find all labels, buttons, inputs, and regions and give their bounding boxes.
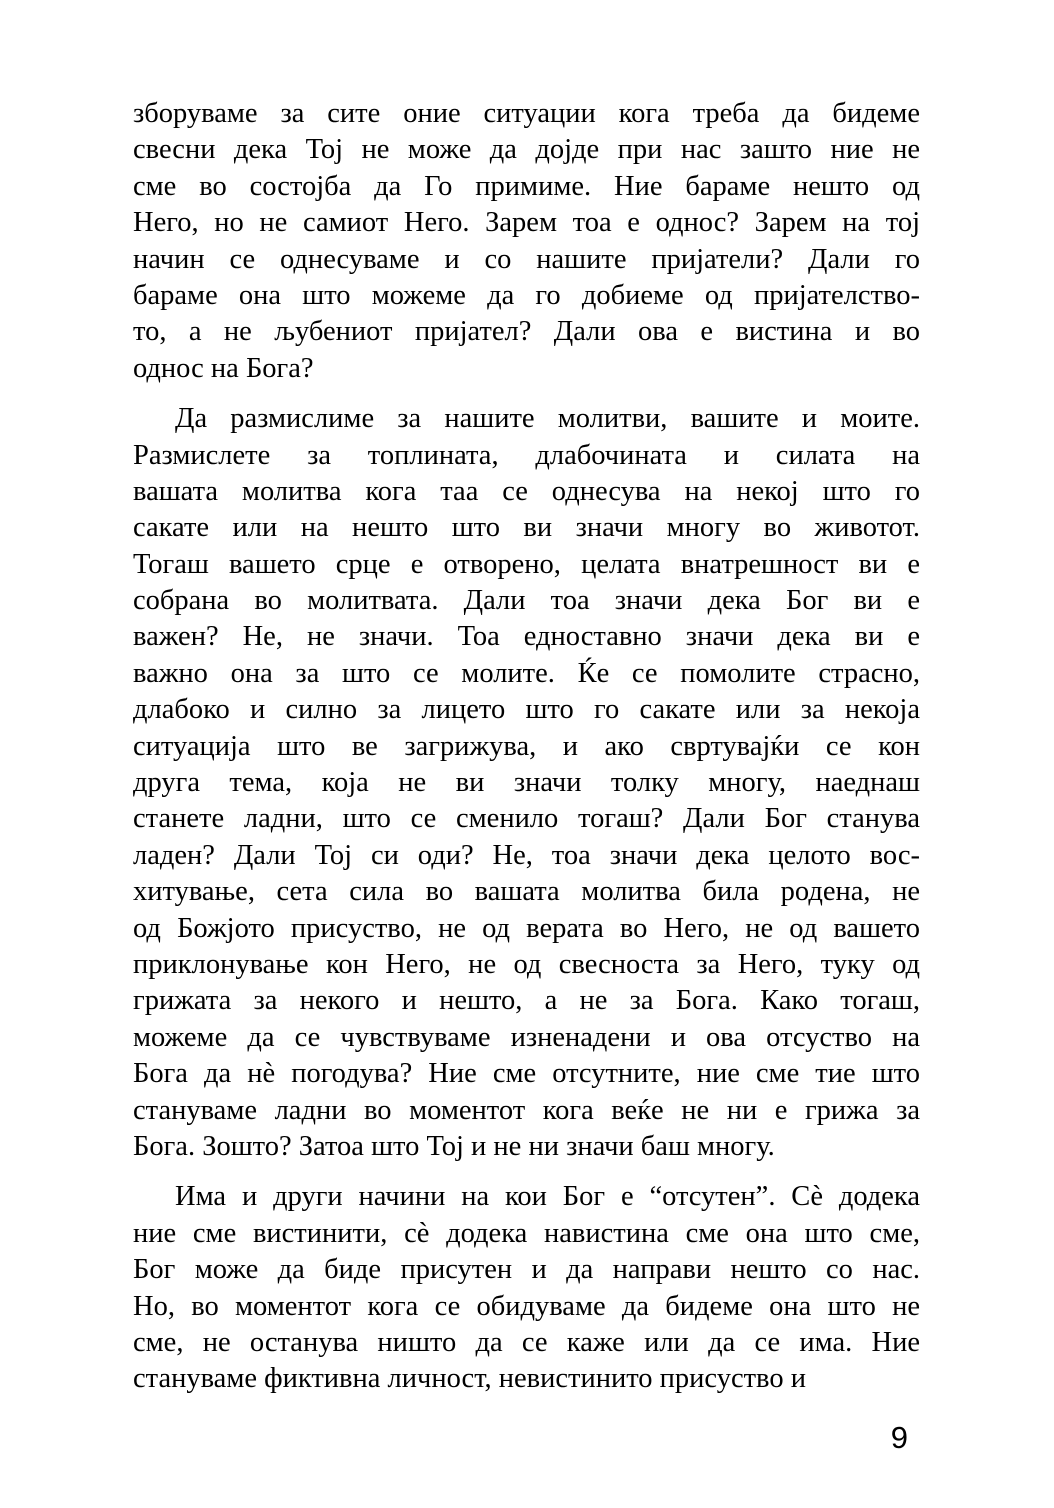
text-line: приклонување кон Него, не од свесноста за Него, туку од bbox=[133, 948, 920, 980]
paragraph bbox=[133, 401, 920, 1165]
text-line: свесни дека Тој не може да дојде при нас зашто ние не bbox=[133, 134, 920, 166]
text-line: начин се однесуваме и со нашите пријатели? Дали го bbox=[133, 243, 920, 275]
text-line: вашата молитва кога таа се однесува на некој што го bbox=[133, 475, 920, 507]
text-line: Тогаш вашето срце е отворено, целата внатрешност ви е bbox=[133, 548, 920, 580]
paragraph bbox=[133, 96, 920, 387]
text-line: можеме да се чувствуваме изненадени и ова отсуство на bbox=[133, 1021, 920, 1053]
text-line: бараме она што можеме да го добиеме од пријателство- bbox=[133, 279, 920, 311]
text-line: важен? Не, не значи. Тоа едноставно значи дека ви е bbox=[133, 621, 920, 653]
text-line: длабоко и силно за лицето што го сакате или за некоја bbox=[133, 694, 920, 726]
text-line: зборуваме за сите оние ситуации кога треба да бидеме bbox=[133, 98, 920, 129]
text-line: Има и други начини на кои Бог е “отсутен”. Сѐ додека bbox=[175, 1181, 920, 1213]
text-line: то, а не љубениот пријател? Дали ова е вистина и во bbox=[133, 316, 920, 348]
text-line: стануваме фиктивна личност, невистинито присуство и bbox=[133, 1363, 806, 1395]
text-line: ние сме вистинити, сѐ додека навистина сме она што сме, bbox=[133, 1217, 920, 1249]
text-line: Но, во моментот кога се обидуваме да бидеме она што не bbox=[133, 1290, 920, 1322]
text-line: однос на Бога? bbox=[133, 352, 314, 384]
text-line: Бог може да биде присутен и да направи нешто со нас. bbox=[133, 1254, 920, 1286]
paragraph bbox=[133, 1179, 920, 1397]
text-line: Бога. Зошто? Затоа што Тој и не ни значи баш многу. bbox=[133, 1130, 775, 1162]
text-line: важно она за што се молите. Ќе се помолите страсно, bbox=[133, 657, 920, 689]
text-line: сакате или на нешто што ви значи многу во животот. bbox=[133, 512, 920, 544]
text-line: ладен? Дали Тој си оди? Не, тоа значи дека целото вос- bbox=[133, 839, 920, 871]
text-line: стануваме ладни во моментот кога веќе не ни е грижа за bbox=[133, 1094, 920, 1126]
text-line: станете ладни, што се сменило тогаш? Дали Бог станува bbox=[133, 803, 920, 835]
text-line: од Божјото присуство, не од верата во Него, не од вашето bbox=[133, 912, 920, 944]
text-line: сме, не останува ништо да се каже или да се има. Ние bbox=[133, 1326, 920, 1358]
text-line: грижата за некого и нешто, а не за Бога. Како тогаш, bbox=[133, 985, 920, 1017]
text-line: хитување, сета сила во вашата молитва била родена, не bbox=[133, 876, 920, 908]
text-line: Размислете за топлината, длабочината и силата на bbox=[133, 439, 920, 471]
page-number: 9 bbox=[890, 1420, 908, 1455]
text-block bbox=[133, 96, 920, 1398]
text-line: друга тема, која не ви значи толку многу, наеднаш bbox=[133, 767, 920, 799]
text-line: Да размислиме за нашите молитви, вашите и моите. bbox=[175, 403, 920, 435]
text-line: сме во состојба да Го примиме. Ние бараме нешто од bbox=[133, 170, 920, 202]
text-line: Бога да нѐ погодува? Ние сме отсутните, ние сме тие што bbox=[133, 1058, 920, 1090]
text-line: собрана во молитвата. Дали тоа значи дека Бог ви е bbox=[133, 585, 920, 617]
text-line: ситуација што ве загрижува, и ако свртувајќи се кон bbox=[133, 730, 920, 762]
text-line: Него, но не самиот Него. Зарем тоа е однос? Зарем на тој bbox=[133, 207, 920, 239]
